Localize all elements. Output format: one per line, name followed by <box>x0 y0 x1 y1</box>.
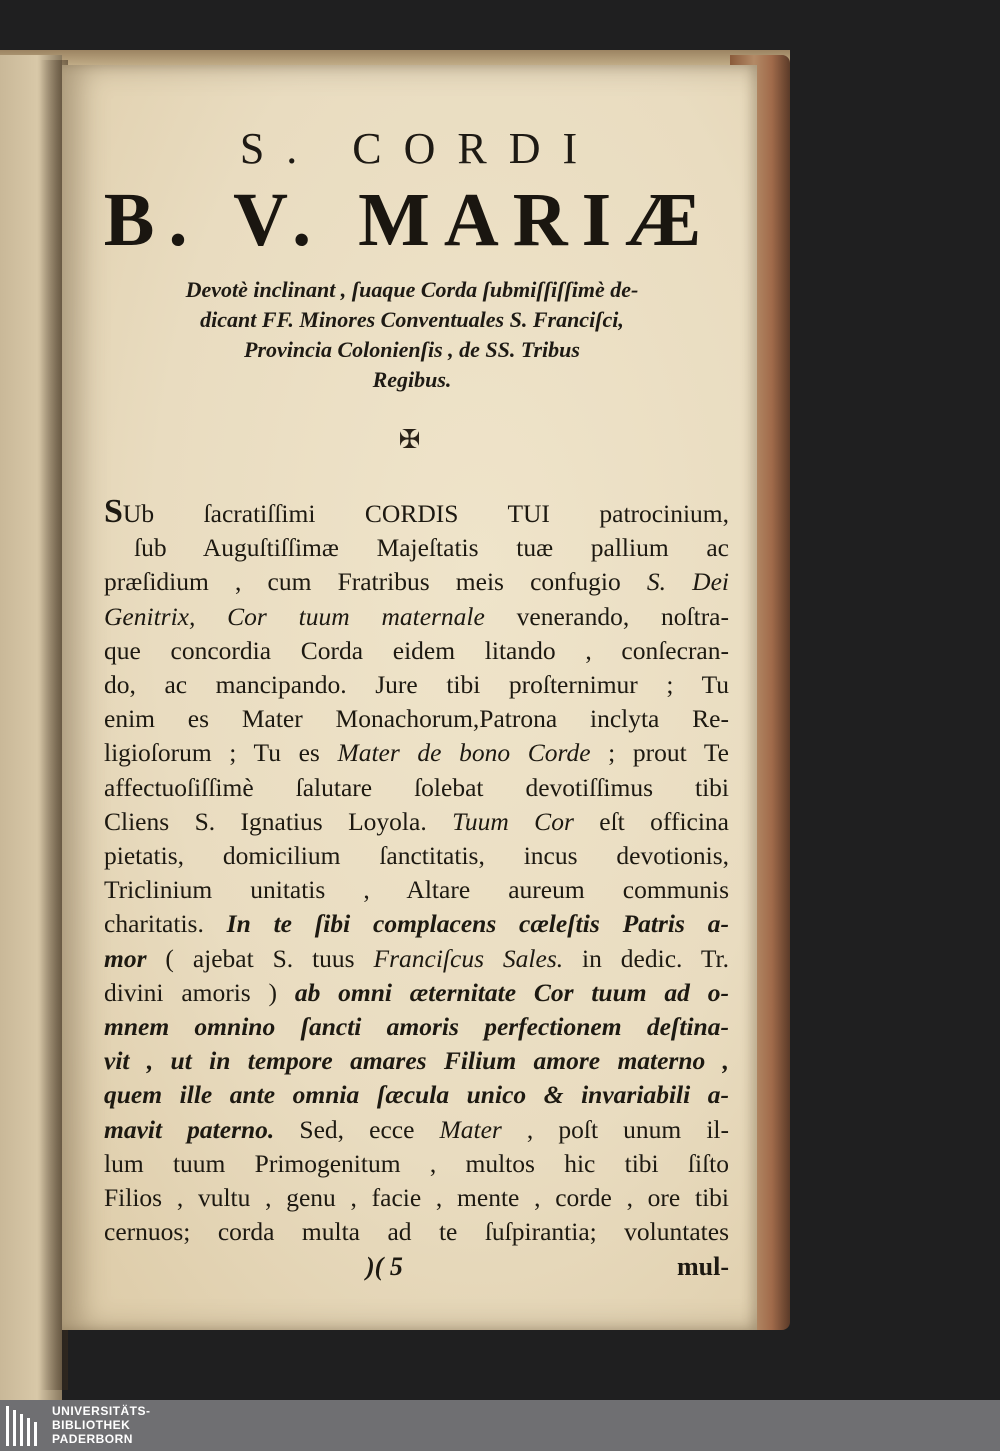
text-line: Filios , vultu , genu , facie , mente , corde , ore tibi <box>104 1183 729 1213</box>
dedication-block <box>102 275 722 395</box>
text-line: mnem omnino ſancti amoris perfectionem deſtina- <box>104 1012 729 1042</box>
text-span: S. Dei <box>646 567 729 597</box>
text-line: affectuoſiſſimè ſalutare ſolebat devotiſſimus tibi <box>104 772 729 802</box>
text-span: Mater <box>439 1114 502 1144</box>
text-line: quem ille ante omnia ſæcula unico & invariabili a- <box>104 1080 729 1110</box>
text-span: , poſt unum il- <box>501 1114 729 1144</box>
library-name-line: BIBLIOTHEK <box>52 1418 131 1432</box>
text-span: mavit paterno. <box>104 1114 275 1144</box>
library-name <box>52 1404 151 1446</box>
text-line: cernuos; corda multa ad te ſuſpirantia; voluntates <box>104 1217 729 1247</box>
text-span: eſt officina <box>573 806 729 836</box>
text-span: Tuum Cor <box>452 806 574 836</box>
text-line <box>104 907 729 941</box>
text-span: ( ajebat S. tuus <box>146 943 374 973</box>
text-line: lum tuum Primogenitum , multos hic tibi ſiſto <box>104 1148 729 1178</box>
text-line <box>104 1113 729 1147</box>
drop-cap: S <box>104 493 123 530</box>
page-footer <box>104 1252 729 1286</box>
dedication-line: Regibus. <box>372 367 452 392</box>
text-line: pietatis, domicilium ſanctitatis, incus devotionis, <box>104 841 729 871</box>
dedication-line: Devotè inclinant , ſuaque Corda ſubmiſſiſſimè de- <box>185 277 639 302</box>
text-span: ab omni æternitate Cor tuum ad o- <box>294 977 729 1007</box>
heading-line-2: B. V. MARIÆ <box>103 178 716 262</box>
heading-line-1: S. CORDI <box>239 124 600 173</box>
text-line: enim es Mater Monachorum,Patrona inclyta Re- <box>104 704 729 734</box>
catchword: mul- <box>677 1252 729 1281</box>
text-span: In te ſibi complacens cæleſtis Patris a- <box>226 909 729 939</box>
text-span: ; prout Te <box>590 738 729 768</box>
text-line: que concordia Corda eidem litando , conſecran- <box>104 635 729 665</box>
text-span: Ub ſacratiſſimi CORDIS TUI patrocinium, <box>122 499 729 528</box>
text-span: præſidium , cum Fratribus meis confugio <box>104 567 647 597</box>
library-name-line: PADERBORN <box>52 1432 133 1446</box>
text-line <box>104 942 729 976</box>
text-line <box>104 736 729 770</box>
dedication-line: dicant FF. Minores Conventuales S. Franciſci, <box>200 307 624 332</box>
signature-mark: )( 5 <box>366 1252 403 1281</box>
text-line <box>104 805 729 839</box>
text-span: Sed, ecce <box>274 1114 440 1144</box>
text-line <box>104 600 729 634</box>
text-span: Mater de bono Corde <box>337 738 591 768</box>
text-span: venerando, noſtra- <box>484 601 729 631</box>
dedication-line: Provincia Colonienſis , de SS. Tribus <box>244 337 580 362</box>
text-span: ligioſorum ; Tu es <box>104 738 338 768</box>
text-line: ſub Auguſtiſſimæ Majeſtatis tuæ pallium ac <box>134 533 729 563</box>
text-span: divini amoris ) <box>104 977 295 1007</box>
text-line <box>104 976 729 1010</box>
text-span: mor <box>104 943 147 973</box>
book-page <box>62 65 757 1330</box>
library-logo-icon <box>4 1404 44 1448</box>
library-name-line: UNIVERSITÄTS- <box>52 1404 151 1418</box>
text-span: Franciſcus Sales. <box>373 943 564 973</box>
text-line <box>104 495 729 531</box>
cross-ornament-icon: ✠ <box>398 425 421 454</box>
text-line <box>104 565 729 599</box>
text-span: in dedic. Tr. <box>563 943 729 973</box>
text-span: Cliens S. Ignatius Loyola. <box>104 806 453 836</box>
text-line: Triclinium unitatis , Altare aureum communis <box>104 875 729 905</box>
text-span: charitatis. <box>104 909 227 939</box>
text-line: do, ac mancipando. Jure tibi proſternimur ; Tu <box>104 670 729 700</box>
text-span: Genitrix, Cor tuum maternale <box>104 601 485 631</box>
text-line: vit , ut in tempore amares Filium amore materno , <box>104 1046 729 1076</box>
body-text <box>104 495 729 1249</box>
